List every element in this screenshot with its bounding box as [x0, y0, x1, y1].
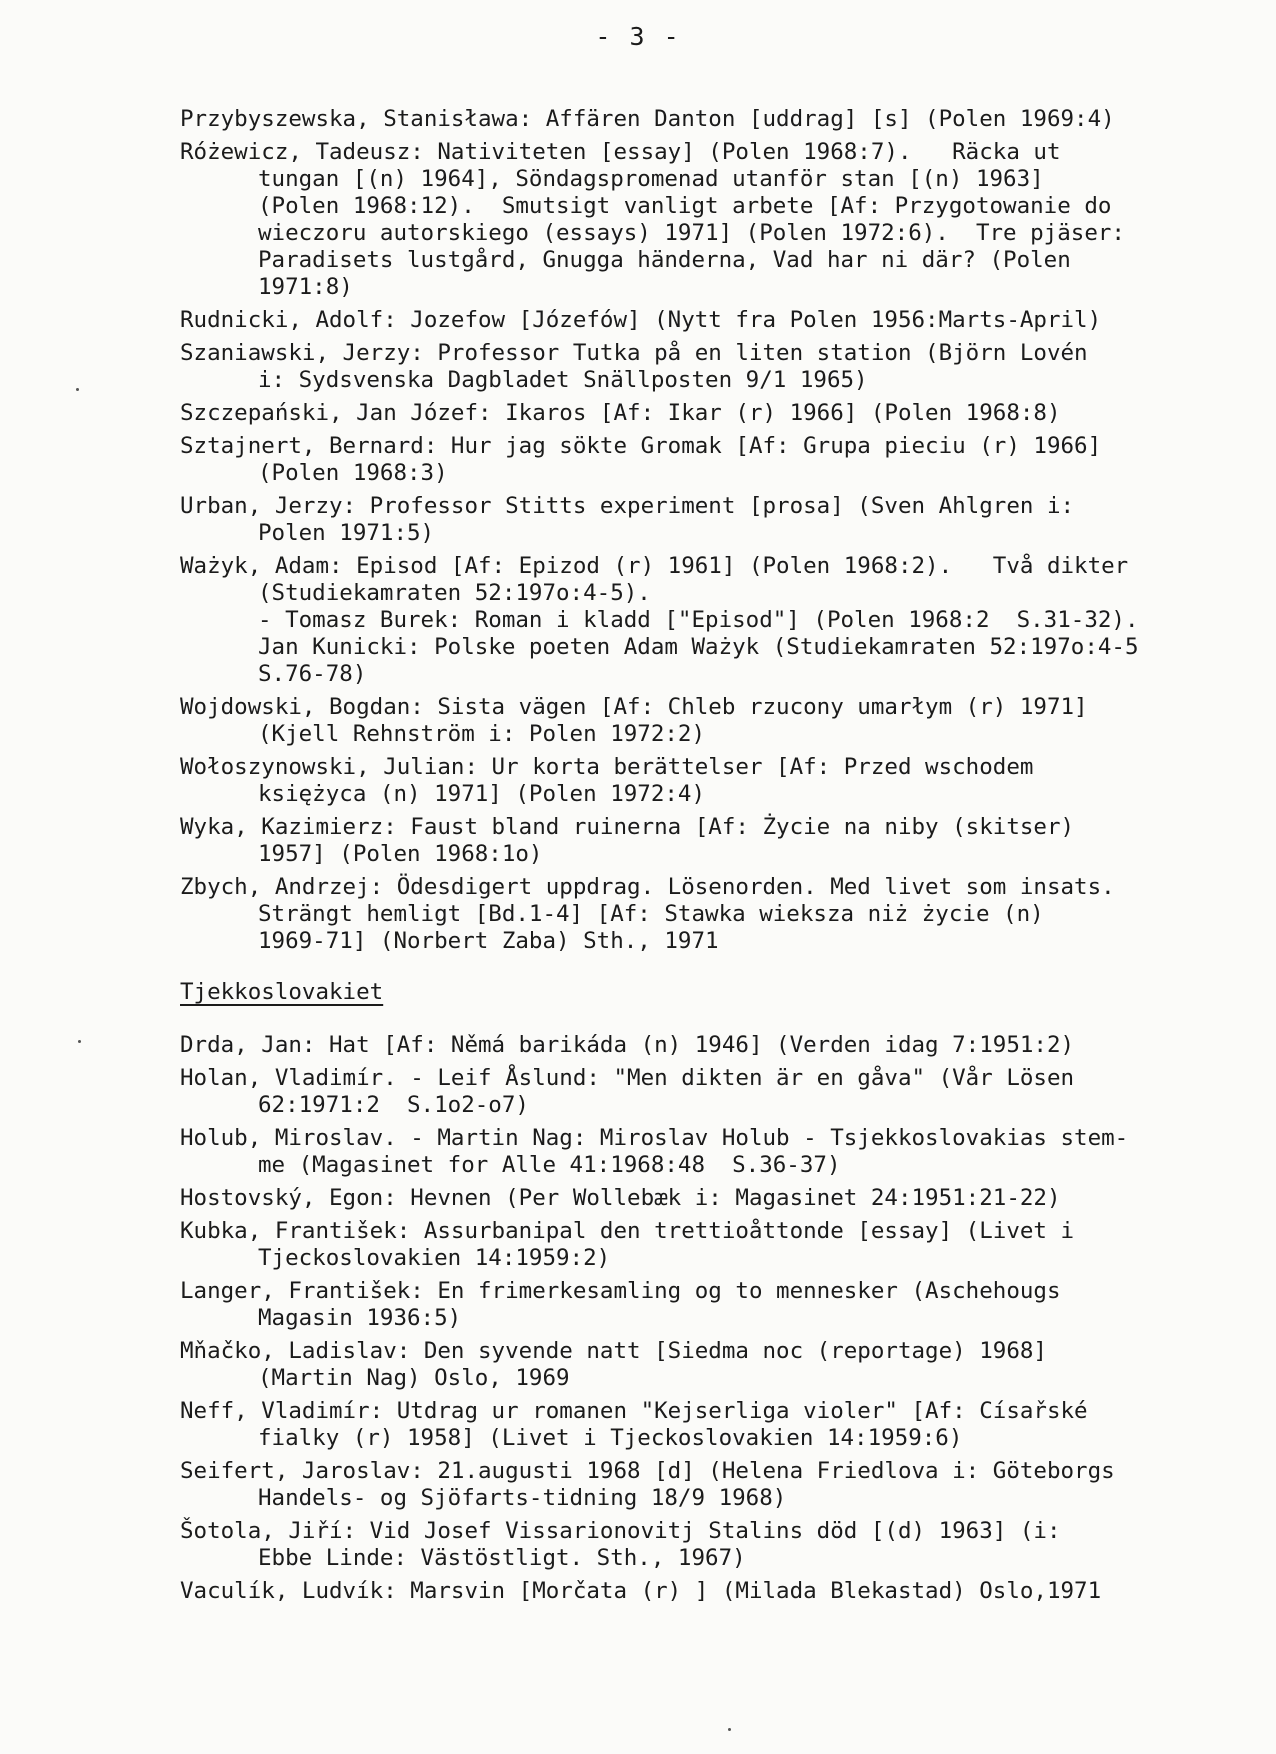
entry-continuation-line: Tjeckoslovakien 14:1959:2) — [258, 1245, 611, 1271]
paper-speck — [78, 1040, 81, 1043]
entry-continuation-line: Polen 1971:5) — [258, 520, 435, 546]
bibliography-entry — [180, 694, 1260, 748]
entry-continuation-line: (Kjell Rehnström i: Polen 1972:2) — [258, 721, 706, 747]
entry-continuation-line: Jan Kunicki: Polske poeten Adam Ważyk (Studiekamraten 52:197o:4-5 — [258, 634, 1139, 660]
czech-entries — [180, 1032, 1260, 1605]
bibliography-entry — [180, 139, 1260, 301]
bibliography-entry — [180, 1578, 1260, 1605]
entry-line: Neff, Vladimír: Utdrag ur romanen "Kejserliga violer" [Af: Císařské — [180, 1398, 1088, 1424]
bibliography-entry — [180, 553, 1260, 688]
bibliography-entry — [180, 874, 1260, 955]
entry-line: Šotola, Jiří: Vid Josef Vissarionovitj Stalins död [(d) 1963] (i: — [180, 1518, 1061, 1544]
bibliography-entry — [180, 400, 1260, 427]
bibliography-entry — [180, 1458, 1260, 1512]
entry-continuation-line: 62:1971:2 S.1o2-o7) — [258, 1092, 529, 1118]
bibliography-list — [180, 106, 1260, 1611]
bibliography-entry — [180, 340, 1260, 394]
entry-line: Rudnicki, Adolf: Jozefow [Józefów] (Nytt fra Polen 1956:Marts-April) — [180, 307, 1102, 333]
entry-continuation-line: Handels- og Sjöfarts-tidning 18/9 1968) — [258, 1485, 787, 1511]
entry-line: Zbych, Andrzej: Ödesdigert uppdrag. Lösenorden. Med livet som insats. — [180, 874, 1115, 900]
entry-continuation-line: (Studiekamraten 52:197o:4-5). — [258, 580, 651, 606]
entry-continuation-line: fialky (r) 1958] (Livet i Tjeckoslovakien 14:1959:6) — [258, 1425, 963, 1451]
bibliography-entry — [180, 1125, 1260, 1179]
entry-line: Urban, Jerzy: Professor Stitts experiment [prosa] (Sven Ahlgren i: — [180, 493, 1075, 519]
entry-line: Holan, Vladimír. - Leif Åslund: "Men dikten är en gåva" (Vår Lösen — [180, 1065, 1075, 1091]
section-heading: Tjekkoslovakiet — [180, 979, 384, 1005]
entry-line: Vaculík, Ludvík: Marsvin [Morčata (r) ] (Milada Blekastad) Oslo,1971 — [180, 1578, 1102, 1604]
bibliography-entry — [180, 1032, 1260, 1059]
entry-line: Mňačko, Ladislav: Den syvende natt [Siedma noc (reportage) 1968] — [180, 1338, 1047, 1364]
entry-line: Przybyszewska, Stanisława: Affären Danton [uddrag] [s] (Polen 1969:4) — [180, 106, 1115, 132]
entry-line: Kubka, František: Assurbanipal den trettioåttonde [essay] (Livet i — [180, 1218, 1075, 1244]
entry-continuation-line: i: Sydsvenska Dagbladet Snällposten 9/1 1965) — [258, 367, 868, 393]
entry-line: Holub, Miroslav. - Martin Nag: Miroslav Holub - Tsjekkoslovakias stem- — [180, 1125, 1129, 1151]
entry-continuation-line: 1971:8) — [258, 274, 353, 300]
entry-continuation-line: 1957] (Polen 1968:1o) — [258, 841, 543, 867]
bibliography-entry — [180, 1278, 1260, 1332]
entry-continuation-line: S.76-78) — [258, 661, 367, 687]
bibliography-entry — [180, 814, 1260, 868]
entry-continuation-line: (Martin Nag) Oslo, 1969 — [258, 1365, 570, 1391]
bibliography-entry — [180, 1518, 1260, 1572]
bibliography-entry — [180, 1398, 1260, 1452]
bibliography-entry — [180, 433, 1260, 487]
entry-line: Wołoszynowski, Julian: Ur korta berättelser [Af: Przed wschodem — [180, 754, 1034, 780]
entry-line: Hostovský, Egon: Hevnen (Per Wollebæk i: Magasinet 24:1951:21-22) — [180, 1185, 1061, 1211]
entry-continuation-line: tungan [(n) 1964], Söndagspromenad utanför stan [(n) 1963] — [258, 166, 1044, 192]
entry-continuation-line: - Tomasz Burek: Roman i kladd ["Episod"] (Polen 1968:2 S.31-32). — [258, 607, 1139, 633]
entry-continuation-line: Strängt hemligt [Bd.1-4] [Af: Stawka wieksza niż życie (n) — [258, 901, 1044, 927]
paper-speck — [76, 388, 79, 391]
entry-continuation-line: wieczoru autorskiego (essays) 1971] (Polen 1972:6). Tre pjäser: — [258, 220, 1125, 246]
entry-line: Drda, Jan: Hat [Af: Němá barikáda (n) 1946] (Verden idag 7:1951:2) — [180, 1032, 1075, 1058]
bibliography-entry — [180, 493, 1260, 547]
entry-continuation-line: Paradisets lustgård, Gnugga händerna, Vad har ni där? (Polen — [258, 247, 1071, 273]
entry-line: Wojdowski, Bogdan: Sista vägen [Af: Chleb rzucony umarłym (r) 1971] — [180, 694, 1088, 720]
bibliography-entry — [180, 1218, 1260, 1272]
entry-line: Sztajnert, Bernard: Hur jag sökte Gromak [Af: Grupa pieciu (r) 1966] — [180, 433, 1102, 459]
entry-continuation-line: (Polen 1968:3) — [258, 460, 448, 486]
bibliography-entry — [180, 106, 1260, 133]
entry-continuation-line: Ebbe Linde: Västöstligt. Sth., 1967) — [258, 1545, 746, 1571]
entry-continuation-line: 1969-71] (Norbert Zaba) Sth., 1971 — [258, 928, 719, 954]
bibliography-entry — [180, 1338, 1260, 1392]
bibliography-entry — [180, 754, 1260, 808]
entry-line: Szaniawski, Jerzy: Professor Tutka på en liten station (Björn Lovén — [180, 340, 1088, 366]
entry-line: Szczepański, Jan Józef: Ikaros [Af: Ikar (r) 1966] (Polen 1968:8) — [180, 400, 1061, 426]
entry-continuation-line: księżyca (n) 1971] (Polen 1972:4) — [258, 781, 706, 807]
entry-line: Różewicz, Tadeusz: Nativiteten [essay] (Polen 1968:7). Räcka ut — [180, 139, 1061, 165]
entry-line: Wyka, Kazimierz: Faust bland ruinerna [Af: Życie na niby (skitser) — [180, 814, 1075, 840]
entry-continuation-line: me (Magasinet for Alle 41:1968:48 S.36-37) — [258, 1152, 841, 1178]
bibliography-entry — [180, 1065, 1260, 1119]
entry-line: Seifert, Jaroslav: 21.augusti 1968 [d] (Helena Friedlova i: Göteborgs — [180, 1458, 1115, 1484]
entry-continuation-line: Magasin 1936:5) — [258, 1305, 462, 1331]
paper-speck — [728, 1728, 731, 1731]
page-number: - 3 - — [595, 22, 681, 51]
entry-line: Langer, František: En frimerkesamling og to mennesker (Aschehougs — [180, 1278, 1061, 1304]
bibliography-entry — [180, 307, 1260, 334]
entry-line: Ważyk, Adam: Episod [Af: Epizod (r) 1961] (Polen 1968:2). Två dikter — [180, 553, 1129, 579]
bibliography-entry — [180, 1185, 1260, 1212]
poland-entries — [180, 106, 1260, 955]
entry-continuation-line: (Polen 1968:12). Smutsigt vanligt arbete [Af: Przygotowanie do — [258, 193, 1112, 219]
